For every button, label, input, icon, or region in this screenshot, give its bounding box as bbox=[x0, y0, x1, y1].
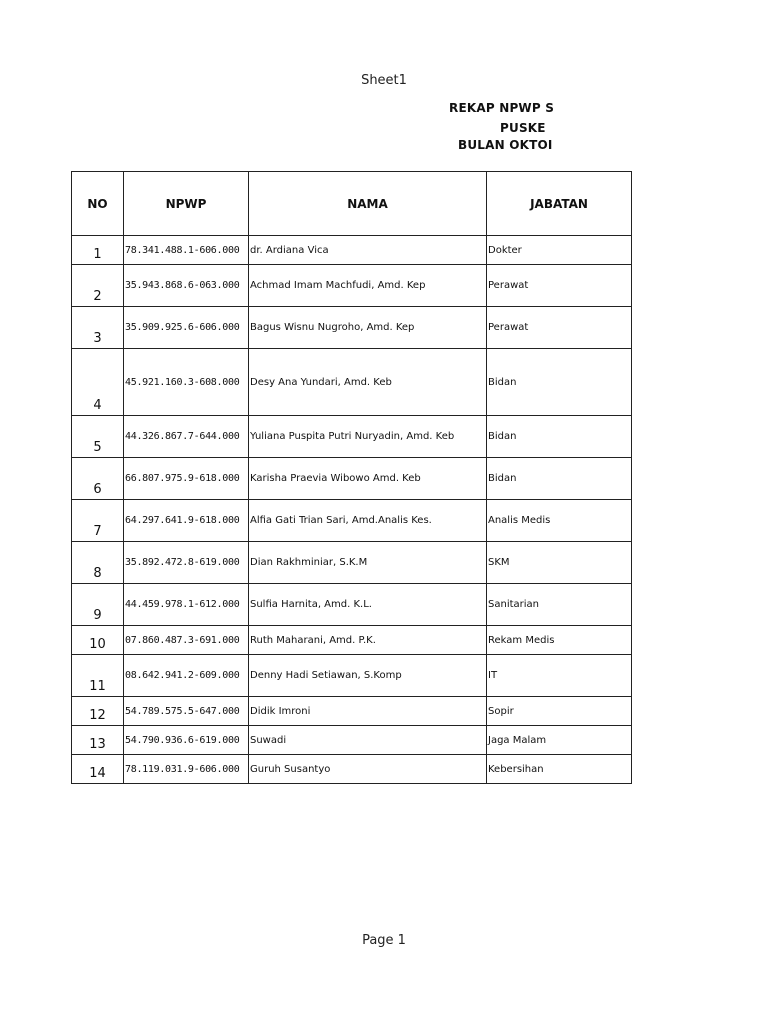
row-no-cell: 3 bbox=[72, 307, 124, 349]
table-row bbox=[72, 349, 632, 416]
row-jabatan-cell: Jaga Malam bbox=[487, 726, 632, 755]
report-title-line-3: BULAN OKTOI bbox=[458, 138, 553, 152]
table-row bbox=[72, 458, 632, 500]
row-npwp-cell: 54.789.575.5-647.000 bbox=[124, 697, 249, 726]
row-npwp-cell: 66.807.975.9-618.000 bbox=[124, 458, 249, 500]
row-nama-cell: dr. Ardiana Vica bbox=[249, 236, 487, 265]
table-row bbox=[72, 236, 632, 265]
row-nama-cell: Denny Hadi Setiawan, S.Komp bbox=[249, 655, 487, 697]
row-no-cell: 5 bbox=[72, 416, 124, 458]
row-npwp-cell: 78.341.488.1-606.000 bbox=[124, 236, 249, 265]
row-npwp-cell: 35.892.472.8-619.000 bbox=[124, 542, 249, 584]
row-jabatan-cell: Bidan bbox=[487, 349, 632, 416]
table-row bbox=[72, 626, 632, 655]
row-nama-cell: Bagus Wisnu Nugroho, Amd. Kep bbox=[249, 307, 487, 349]
table-row bbox=[72, 655, 632, 697]
table-body bbox=[72, 236, 632, 784]
row-jabatan-cell: IT bbox=[487, 655, 632, 697]
row-no-cell: 11 bbox=[72, 655, 124, 697]
row-no-cell: 7 bbox=[72, 500, 124, 542]
row-jabatan-cell: Sanitarian bbox=[487, 584, 632, 626]
column-header-nama: NAMA bbox=[249, 172, 487, 236]
row-npwp-cell: 08.642.941.2-609.000 bbox=[124, 655, 249, 697]
row-nama-cell: Guruh Susantyo bbox=[249, 755, 487, 784]
row-nama-cell: Suwadi bbox=[249, 726, 487, 755]
row-no-cell: 8 bbox=[72, 542, 124, 584]
row-nama-cell: Karisha Praevia Wibowo Amd. Keb bbox=[249, 458, 487, 500]
row-jabatan-cell: Bidan bbox=[487, 416, 632, 458]
row-npwp-cell: 07.860.487.3-691.000 bbox=[124, 626, 249, 655]
table-row bbox=[72, 265, 632, 307]
row-jabatan-cell: SKM bbox=[487, 542, 632, 584]
column-header-npwp: NPWP bbox=[124, 172, 249, 236]
row-npwp-cell: 44.459.978.1-612.000 bbox=[124, 584, 249, 626]
row-jabatan-cell: Sopir bbox=[487, 697, 632, 726]
row-jabatan-cell: Bidan bbox=[487, 458, 632, 500]
table-row bbox=[72, 755, 632, 784]
row-jabatan-cell: Perawat bbox=[487, 307, 632, 349]
row-jabatan-cell: Perawat bbox=[487, 265, 632, 307]
table-row bbox=[72, 500, 632, 542]
row-nama-cell: Dian Rakhminiar, S.K.M bbox=[249, 542, 487, 584]
table-header-row bbox=[72, 172, 632, 236]
row-nama-cell: Desy Ana Yundari, Amd. Keb bbox=[249, 349, 487, 416]
row-no-cell: 10 bbox=[72, 626, 124, 655]
row-npwp-cell: 54.790.936.6-619.000 bbox=[124, 726, 249, 755]
row-no-cell: 9 bbox=[72, 584, 124, 626]
row-npwp-cell: 35.943.868.6-063.000 bbox=[124, 265, 249, 307]
sheet-name-header: Sheet1 bbox=[361, 73, 407, 88]
table-row bbox=[72, 416, 632, 458]
row-no-cell: 12 bbox=[72, 697, 124, 726]
page-number: Page 1 bbox=[362, 933, 406, 948]
row-nama-cell: Yuliana Puspita Putri Nuryadin, Amd. Keb bbox=[249, 416, 487, 458]
row-no-cell: 1 bbox=[72, 236, 124, 265]
row-no-cell: 2 bbox=[72, 265, 124, 307]
row-no-cell: 6 bbox=[72, 458, 124, 500]
row-npwp-cell: 64.297.641.9-618.000 bbox=[124, 500, 249, 542]
row-nama-cell: Alfia Gati Trian Sari, Amd.Analis Kes. bbox=[249, 500, 487, 542]
row-npwp-cell: 35.909.925.6-606.000 bbox=[124, 307, 249, 349]
row-nama-cell: Achmad Imam Machfudi, Amd. Kep bbox=[249, 265, 487, 307]
table-row bbox=[72, 542, 632, 584]
row-nama-cell: Sulfia Harnita, Amd. K.L. bbox=[249, 584, 487, 626]
row-nama-cell: Ruth Maharani, Amd. P.K. bbox=[249, 626, 487, 655]
table-row bbox=[72, 726, 632, 755]
row-npwp-cell: 78.119.031.9-606.000 bbox=[124, 755, 249, 784]
row-npwp-cell: 45.921.160.3-608.000 bbox=[124, 349, 249, 416]
table-row bbox=[72, 307, 632, 349]
row-no-cell: 14 bbox=[72, 755, 124, 784]
row-jabatan-cell: Analis Medis bbox=[487, 500, 632, 542]
row-no-cell: 4 bbox=[72, 349, 124, 416]
table-row bbox=[72, 584, 632, 626]
npwp-table-container bbox=[71, 171, 588, 781]
row-jabatan-cell: Rekam Medis bbox=[487, 626, 632, 655]
report-title-line-2: PUSKE bbox=[500, 121, 546, 135]
column-header-no: NO bbox=[72, 172, 124, 236]
report-title-line-1: REKAP NPWP S bbox=[449, 101, 555, 115]
row-npwp-cell: 44.326.867.7-644.000 bbox=[124, 416, 249, 458]
row-no-cell: 13 bbox=[72, 726, 124, 755]
report-title bbox=[268, 101, 568, 161]
column-header-jabatan: JABATAN bbox=[487, 172, 632, 236]
table-row bbox=[72, 697, 632, 726]
row-jabatan-cell: Dokter bbox=[487, 236, 632, 265]
npwp-table bbox=[71, 171, 632, 784]
row-nama-cell: Didik Imroni bbox=[249, 697, 487, 726]
row-jabatan-cell: Kebersihan bbox=[487, 755, 632, 784]
